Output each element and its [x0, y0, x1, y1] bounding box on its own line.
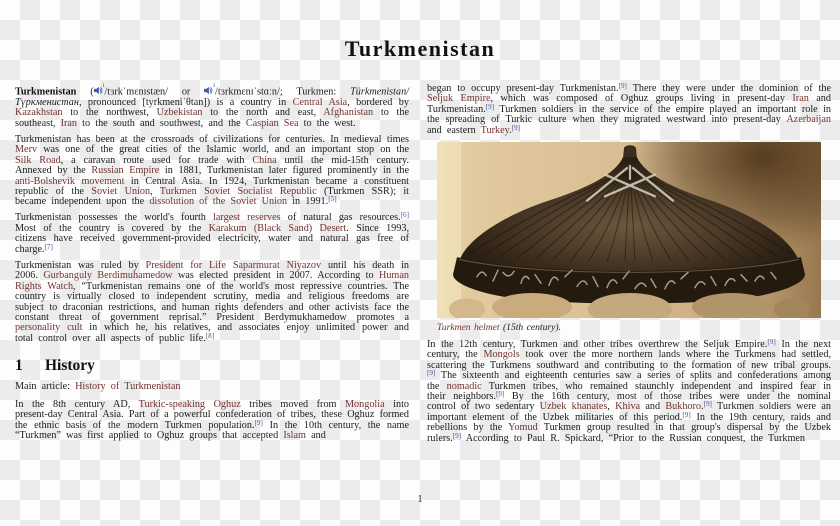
wiki-link[interactable]: Caspian Sea: [245, 117, 299, 129]
text-run: into present-day Central Asia. Part of a powerful confederation of tribes, these Oghuz formed the ethnic basis of the modern Turkmen population.: [15, 398, 409, 431]
text-run: In the 19th century, raids and rebellions by the: [427, 411, 831, 434]
wiki-link[interactable]: Oghuz: [213, 398, 241, 410]
text-run: was one of the great cities of the Islamic world, and an important stop on the: [37, 144, 409, 156]
text-run: /tɜrkmɛnɪˈstɑːn/; Turkmen:: [215, 86, 351, 98]
wiki-link[interactable]: nomadic: [446, 380, 482, 392]
citation-ref[interactable]: [9]: [618, 82, 627, 90]
wiki-link[interactable]: Mongols: [483, 349, 520, 361]
wiki-link[interactable]: Islam: [283, 430, 306, 442]
left-column: [15, 81, 410, 447]
text-run: , bordered by: [347, 96, 409, 108]
wiki-link[interactable]: Saparmurat Niyazov: [232, 259, 322, 271]
text-run: In the 8th century AD,: [15, 398, 139, 410]
text-run: or: [167, 86, 205, 98]
text-run: The sixteenth and eighteenth centuries saw a series of splits and confederations among the: [427, 370, 831, 392]
section-title: History: [45, 357, 95, 375]
citation-ref[interactable]: [9]: [767, 337, 776, 346]
text-run: Turkmenistan: [15, 86, 77, 98]
citation-ref[interactable]: [6]: [400, 211, 409, 220]
wiki-link[interactable]: Afghanistan: [323, 107, 374, 119]
main-article-link[interactable]: History of Turkmenistan: [75, 381, 181, 393]
section-number: 1: [15, 357, 23, 375]
citation-ref[interactable]: [5]: [328, 195, 337, 204]
text-run: Most of the country is covered by the: [15, 222, 209, 234]
wiki-link[interactable]: personality cult: [15, 322, 83, 334]
text-run: , which was composed of Oghuz groups living in present-day: [490, 93, 793, 105]
figure-caption: [437, 322, 821, 333]
citation-ref[interactable]: [9]: [427, 369, 436, 378]
text-run: (Turkmen SSR); it became independent upon the: [15, 185, 409, 208]
wiki-link[interactable]: China: [252, 154, 277, 166]
wiki-link[interactable]: Silk Road: [15, 154, 61, 166]
citation-ref[interactable]: [8]: [205, 331, 215, 340]
wiki-link[interactable]: dissolution of the Soviet Union: [149, 196, 288, 208]
citation-ref[interactable]: [9]: [485, 102, 495, 111]
citation-ref[interactable]: [9]: [703, 400, 712, 409]
wiki-link[interactable]: Khiva: [615, 401, 641, 413]
wiki-link[interactable]: Uzbekistan: [156, 107, 203, 119]
text-run: ,: [607, 401, 616, 413]
wiki-link[interactable]: Iran: [792, 93, 809, 105]
history-section-heading: [15, 358, 409, 374]
wiki-link[interactable]: Mongolia: [345, 398, 385, 410]
politics-paragraph: [15, 261, 409, 345]
text-run: In the 12th century, Turkmen and other tribes overthrew the Seljuk Empire.: [427, 338, 768, 350]
wiki-link[interactable]: Central Asia: [292, 96, 348, 108]
text-run: , a caravan route used for trade with: [60, 154, 253, 166]
citation-ref[interactable]: [7]: [44, 242, 53, 251]
wiki-link[interactable]: Turkey: [480, 124, 510, 136]
text-run: Turkmenistan was ruled by: [15, 259, 146, 271]
text-run: .: [509, 124, 512, 136]
wiki-link[interactable]: Gurbanguly Berdimuhamedow: [43, 270, 173, 282]
text-run: In the 10th century, the name “Turkmen” was first applied to Oghuz groups that accepted: [15, 419, 409, 442]
text-run: Turkmenistan has been at the crossroads of civilizations for centuries. In medieval times: [15, 133, 409, 145]
wiki-link[interactable]: Russian Empire: [91, 165, 160, 177]
helmet-figure: [437, 142, 821, 333]
wiki-link[interactable]: Turkmen Soviet Socialist Republic: [159, 185, 317, 197]
history-paragraph: [15, 400, 409, 442]
text-run: took over the more northern lands where the Turkmens had settled, scattering the Turkmens southward and contributing to the formation of new tribal groups.: [427, 349, 831, 371]
wiki-link[interactable]: Turkmen helmet: [437, 321, 500, 333]
wiki-link[interactable]: Human Rights Watch: [15, 270, 409, 292]
text-run: to the southeast,: [15, 107, 409, 129]
text-run: tribes moved from: [240, 398, 345, 410]
text-run: Turkmen tribes, who remained staunchly independent and inspired fear in their neighbors.: [427, 380, 831, 403]
text-run: Turkmen soldiers in the service of the empire played an important role in the spreading of Turkic culture when they migrated westward into present-day: [427, 103, 831, 126]
citation-ref[interactable]: [9]: [682, 410, 691, 419]
text-run: began to occupy present-day Turkmenistan.: [427, 83, 619, 94]
text-run: , “Turkmenistan remains one of the world's most repressive countries. The country is virtually closed to independent scrutiny, media and religious freedoms are subject to draconian restrictions, and human rights defenders and other activists face the constant threat of government reprisal.” President Berdymukhamedow promotes a: [15, 280, 409, 323]
text-run: There they were under the dominion of the: [626, 83, 831, 94]
wiki-link[interactable]: Karakum (Black Sand) Desert: [208, 222, 347, 234]
right-column: [427, 84, 831, 450]
wiki-link[interactable]: Azerbaijan: [786, 114, 831, 126]
main-article-prefix: Main article:: [15, 381, 76, 393]
wiki-link[interactable]: Turkic-speaking: [138, 398, 206, 410]
text-run: and eastern: [427, 124, 481, 136]
text-run: [226, 260, 233, 271]
text-run: until the mid-15th century. Annexed by the: [15, 154, 409, 177]
text-run: .: [701, 401, 704, 413]
text-run: (15th century).: [499, 321, 561, 333]
text-run: [205, 399, 214, 410]
text-run: of natural gas resources.: [280, 212, 401, 224]
text-run: was elected president in 2007. According to: [172, 270, 379, 282]
wiki-link[interactable]: largest reserves: [213, 212, 281, 224]
text-run: in 1991.: [287, 196, 329, 208]
text-run: ,: [150, 185, 160, 197]
wiki-link[interactable]: Merv: [15, 144, 38, 156]
text-run: until his death in 2006.: [15, 259, 410, 282]
crossroads-paragraph: [15, 135, 409, 208]
text-run: . Since 1993, citizens have received government-provided electricity, water and natural gas free of charge.: [15, 222, 409, 255]
text-run: In the next century, the: [427, 338, 831, 361]
page-number: 1: [417, 494, 423, 505]
text-run: and Turkmenistan.: [427, 93, 831, 115]
main-article-line: [15, 382, 409, 392]
text-run: in Central Asia. In 1924, Turkmenistan became a constituent republic of the: [15, 175, 410, 197]
text-run: and: [305, 430, 326, 442]
wiki-link[interactable]: anti-Bolshevik movement: [15, 175, 125, 187]
wiki-link[interactable]: Seljuk Empire: [427, 93, 491, 105]
text-run: to the northwest,: [62, 107, 157, 119]
wiki-link[interactable]: President for Life: [145, 259, 226, 271]
gas-reserves-paragraph: [15, 213, 409, 255]
wiki-link[interactable]: Iran: [60, 117, 78, 129]
intro-paragraph: [15, 81, 409, 129]
text-run: to the west.: [298, 117, 356, 129]
text-run: (: [76, 86, 94, 98]
citation-ref[interactable]: [9]: [495, 390, 505, 399]
text-run: Türkmenistan/Түркменистан: [15, 86, 409, 108]
text-run: By the 16th century, most of those tribes were under the nominal control of two sedentary: [427, 391, 831, 413]
citation-ref[interactable]: [9]: [511, 123, 521, 132]
tribes-paragraph: [427, 337, 831, 445]
wiki-link[interactable]: Uzbek khanates: [539, 401, 608, 413]
wiki-link[interactable]: Yomud: [508, 422, 538, 434]
wiki-link[interactable]: Soviet Union: [91, 185, 151, 197]
text-run: and: [640, 401, 666, 413]
text-run: /tɜrkˈmɛnɪstæn/: [104, 86, 168, 98]
citation-ref[interactable]: [9]: [254, 418, 263, 427]
text-run: in 1881, Turkmenistan later figured prominently in the: [159, 165, 410, 177]
text-run: to the south and southwest, and the: [77, 117, 246, 129]
text-run: in which he, his relatives, and associates enjoy unlimited power and total control over all aspects of public life.: [15, 322, 409, 344]
text-run: Turkmen soldiers were an important element of the Uzbek militaries of this period.: [427, 401, 831, 423]
audio-speaker-icon[interactable]: i: [94, 86, 105, 97]
text-run: According to Paul R. Spickard, “Prior to the Russian conquest, the Turkmen: [461, 432, 806, 444]
citation-ref[interactable]: [9]: [452, 431, 462, 440]
seljuk-paragraph: [427, 84, 831, 136]
text-run: Turkmenistan possesses the world's fourth: [15, 212, 214, 224]
text-run: , pronounced [tyrkmeniˈθtan]) is a country in: [78, 96, 293, 108]
wiki-link[interactable]: Kazakhstan: [15, 107, 63, 119]
helmet-photo: [437, 142, 821, 318]
text-run: Turkmen group resulted in that group's dispersal by the Uzbek rulers.: [427, 422, 831, 444]
text-run: to the north and east,: [202, 107, 324, 119]
wiki-link[interactable]: Bukhoro: [665, 401, 701, 413]
page-title: Turkmenistan: [344, 36, 496, 61]
audio-speaker-icon[interactable]: i: [204, 86, 215, 97]
